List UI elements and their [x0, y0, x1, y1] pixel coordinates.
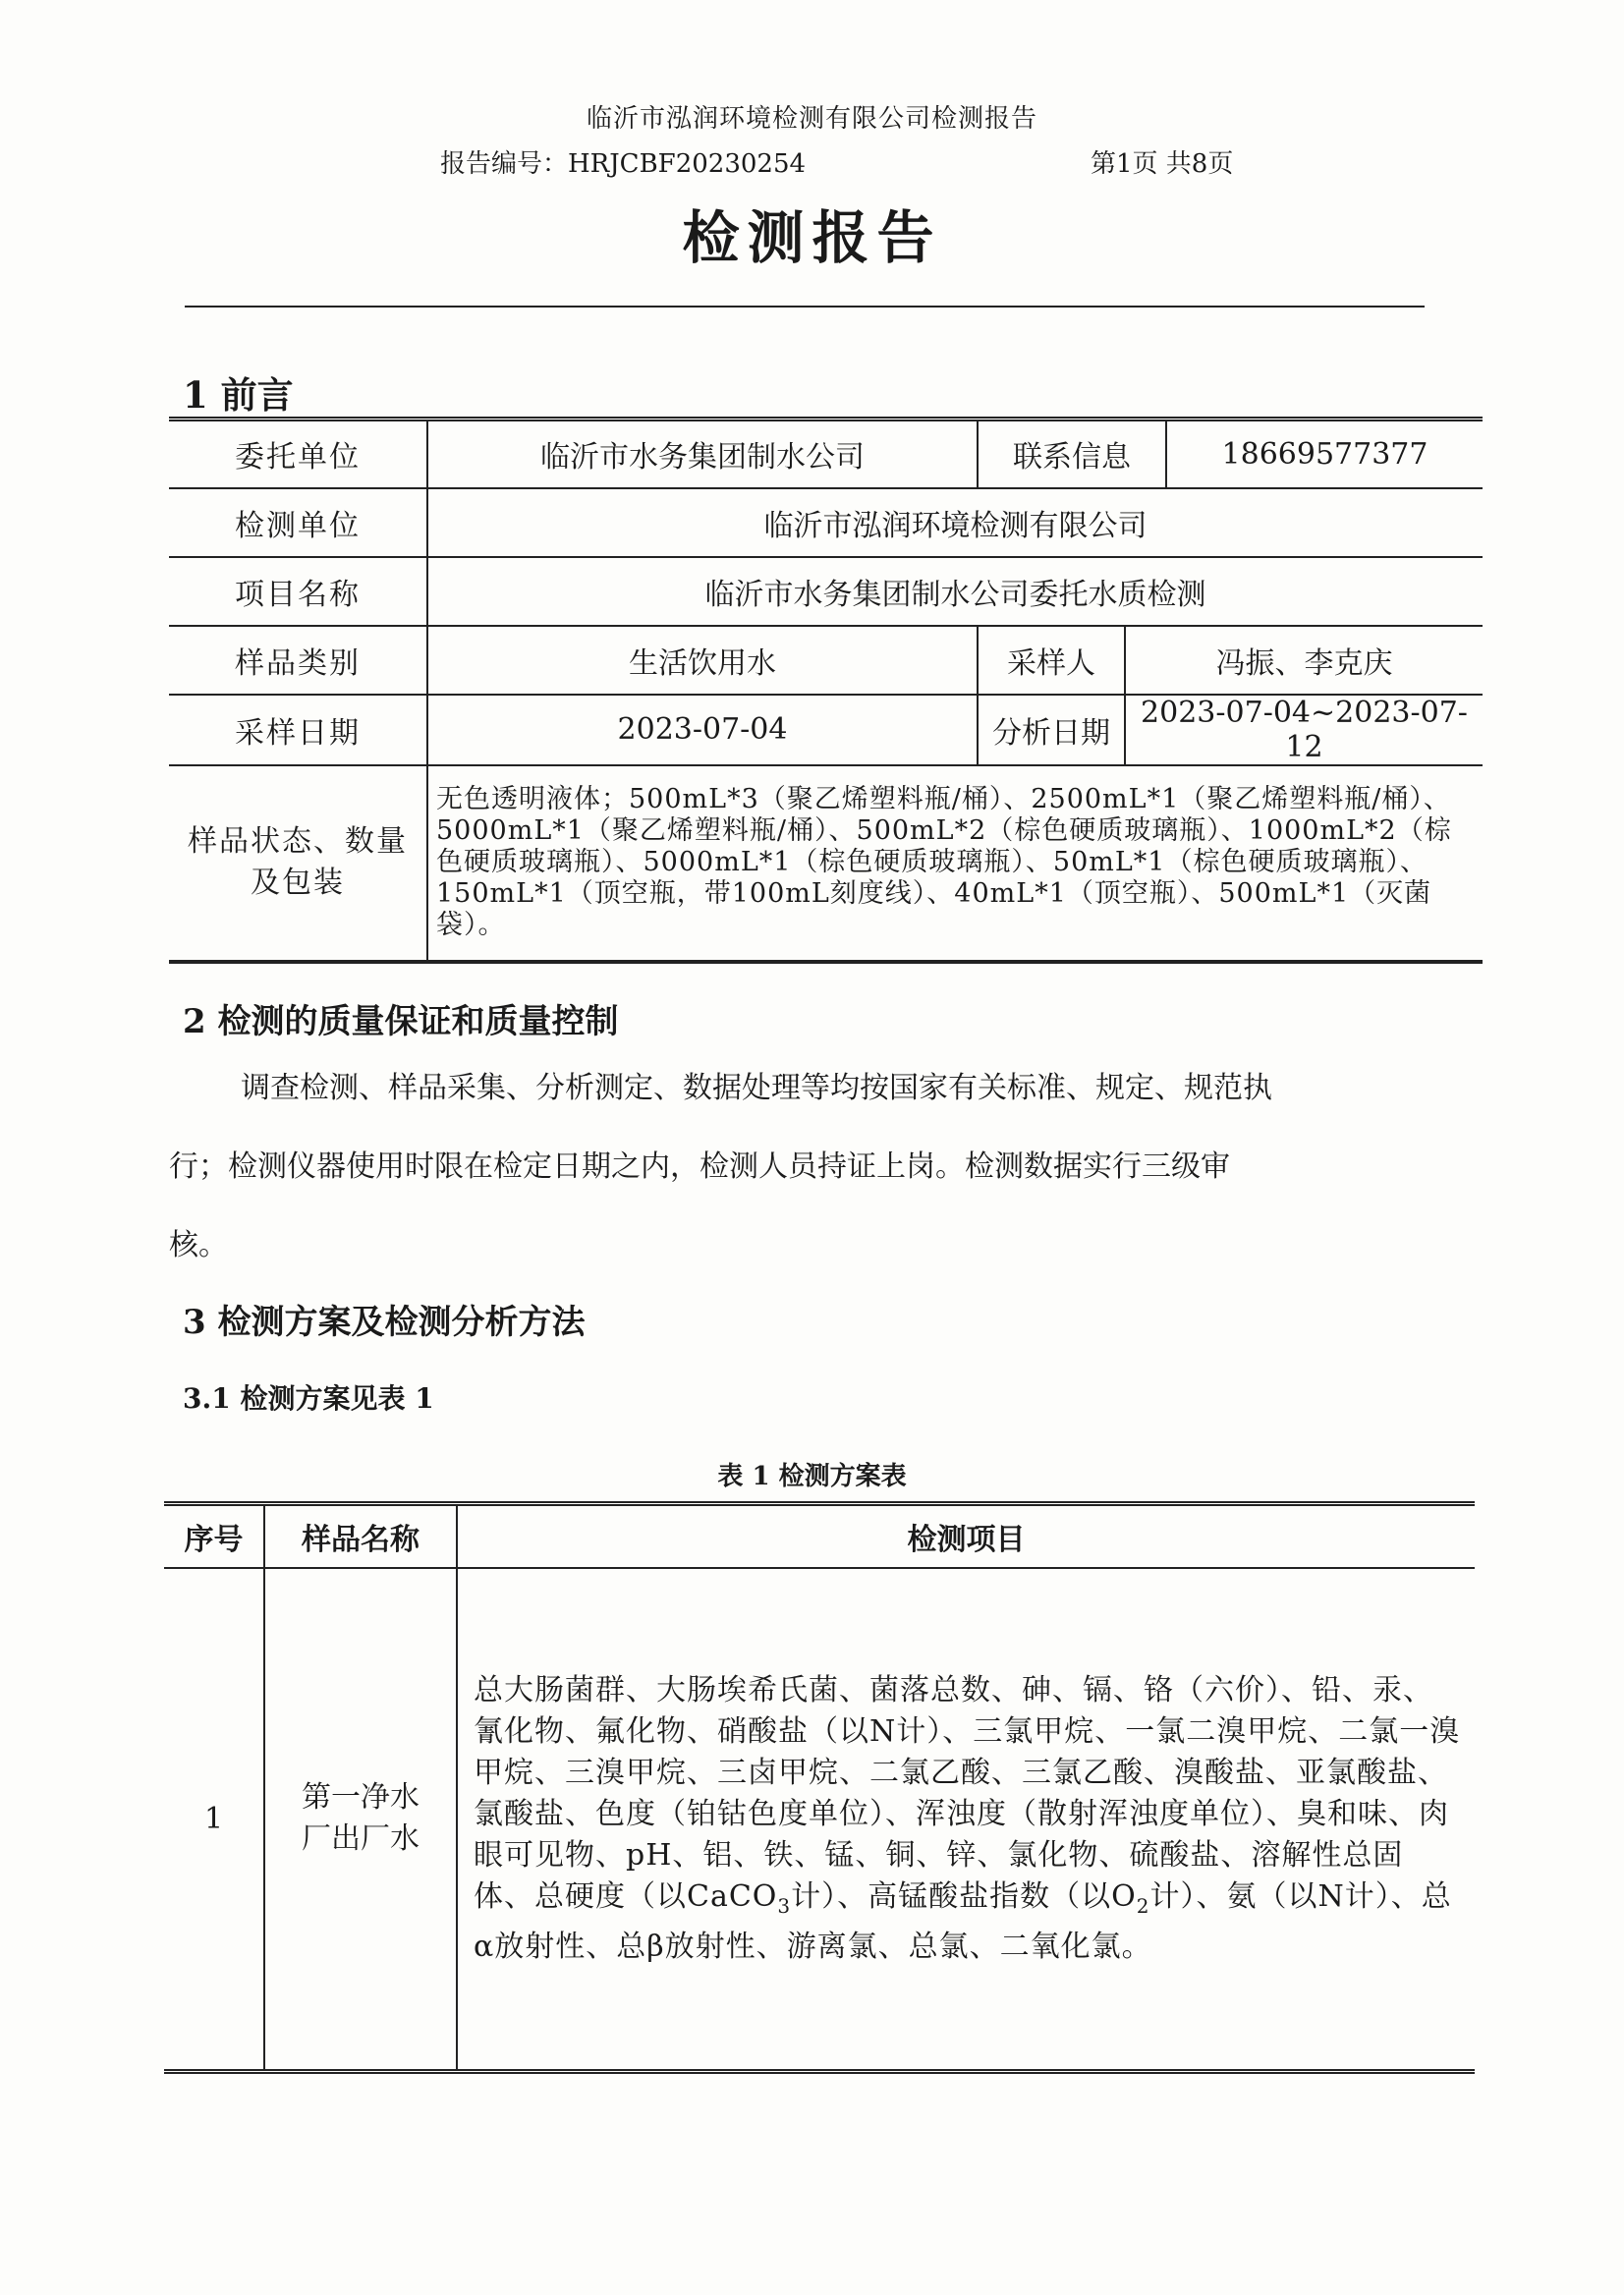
sample-date-value: 2023-07-04 [427, 695, 978, 765]
sample-date-label: 采样日期 [169, 695, 427, 765]
client-row [169, 420, 1483, 488]
company-report-header: 临沂市泓润环境检测有限公司检测报告 [586, 104, 1037, 134]
section-3-1-heading: 3.1 检测方案见表 1 [183, 1382, 434, 1415]
date-row [169, 695, 1483, 765]
items-text-2: 计）、高锰酸盐指数（以O [791, 1878, 1137, 1914]
items-subscript-1: 3 [777, 1893, 792, 1918]
sampler-label: 采样人 [978, 626, 1125, 695]
col-header-no: 序号 [164, 1504, 264, 1569]
page-indicator: 第1页 共8页 [1091, 149, 1234, 179]
table-row [164, 1568, 1475, 2071]
items-text-1: 总大肠菌群、大肠埃希氏菌、菌落总数、砷、镉、铬（六价）、铅、汞、氰化物、氟化物、硝酸盐（以N计）、三氯甲烷、一氯二溴甲烷、二氯一溴甲烷、三溴甲烷、三卤甲烷、二氯乙酸、三氯乙酸、溴酸盐、亚氯酸盐、氯酸盐、色度（铂钴色度单位）、浑浊度（散射浑浊度单位）、臭和味、肉眼可见物、pH、铝、铁、锰、铜、锌、氯化物、硫酸盐、溶解性总固体、总硬度（以CaCO [474, 1672, 1461, 1914]
qa-paragraph-line-2: 行；检测仪器使用时限在检定日期之内，检测人员持证上岗。检测数据实行三级审 [169, 1149, 1230, 1184]
table-1-caption: 表 1 检测方案表 [717, 1462, 907, 1491]
contact-label: 联系信息 [978, 420, 1166, 488]
category-row [169, 626, 1483, 695]
status-value: 无色透明液体；500mL*3（聚乙烯塑料瓶/桶）、2500mL*1（聚乙烯塑料瓶/桶）、5000mL*1（聚乙烯塑料瓶/桶）、500mL*2（棕色硬质玻璃瓶）、1000mL*2（棕色硬质玻璃瓶）、5000mL*1（棕色硬质玻璃瓶）、50mL*1（棕色硬质玻璃瓶）、150mL*1（顶空瓶，带100mL刻度线）、40mL*1（顶空瓶）、500mL*1（灭菌袋）。 [427, 765, 1483, 962]
status-label: 样品状态、数量及包装 [188, 824, 408, 900]
qa-paragraph-line-3: 核。 [169, 1228, 228, 1262]
col-header-items: 检测项目 [457, 1504, 1475, 1569]
row-items [457, 1568, 1475, 2071]
category-label: 样品类别 [169, 626, 427, 695]
project-label: 项目名称 [169, 557, 427, 626]
lab-value: 临沂市泓润环境检测有限公司 [427, 488, 1483, 557]
report-number: 报告编号：HRJCBF20230254 [440, 149, 807, 179]
plan-table [164, 1501, 1475, 2074]
items-text-3: 计）、氨（以N计）、总α放射性、总β放射性、游离氯、总氯、二氧化氯。 [474, 1878, 1452, 1964]
client-label: 委托单位 [169, 420, 427, 488]
client-value: 临沂市水务集团制水公司 [427, 420, 978, 488]
items-subscript-2: 2 [1136, 1893, 1150, 1918]
lab-row [169, 488, 1483, 557]
title-divider [185, 306, 1425, 308]
info-table [169, 417, 1483, 964]
lab-label: 检测单位 [169, 488, 427, 557]
project-value: 临沂市水务集团制水公司委托水质检测 [427, 557, 1483, 626]
section-3-heading: 3 检测方案及检测分析方法 [183, 1303, 586, 1342]
qa-paragraph-line-1: 调查检测、样品采集、分析测定、数据处理等均按国家有关标准、规定、规范执 [241, 1071, 1272, 1105]
analysis-date-value: 2023-07-04~2023-07-12 [1125, 695, 1483, 765]
section-1-heading: 1 前言 [183, 373, 294, 417]
contact-value: 18669577377 [1166, 420, 1483, 488]
sampler-value: 冯振、李克庆 [1125, 626, 1483, 695]
plan-table-header [164, 1504, 1475, 1569]
project-row [169, 557, 1483, 626]
row-sample-name: 第一净水厂出厂水 [264, 1568, 457, 2071]
category-value: 生活饮用水 [427, 626, 978, 695]
section-2-heading: 2 检测的质量保证和质量控制 [183, 1002, 619, 1041]
col-header-sample-name: 样品名称 [264, 1504, 457, 1569]
row-no: 1 [203, 1801, 224, 1836]
analysis-date-label: 分析日期 [978, 695, 1125, 765]
status-row [169, 765, 1483, 962]
document-title: 检测报告 [682, 204, 942, 271]
